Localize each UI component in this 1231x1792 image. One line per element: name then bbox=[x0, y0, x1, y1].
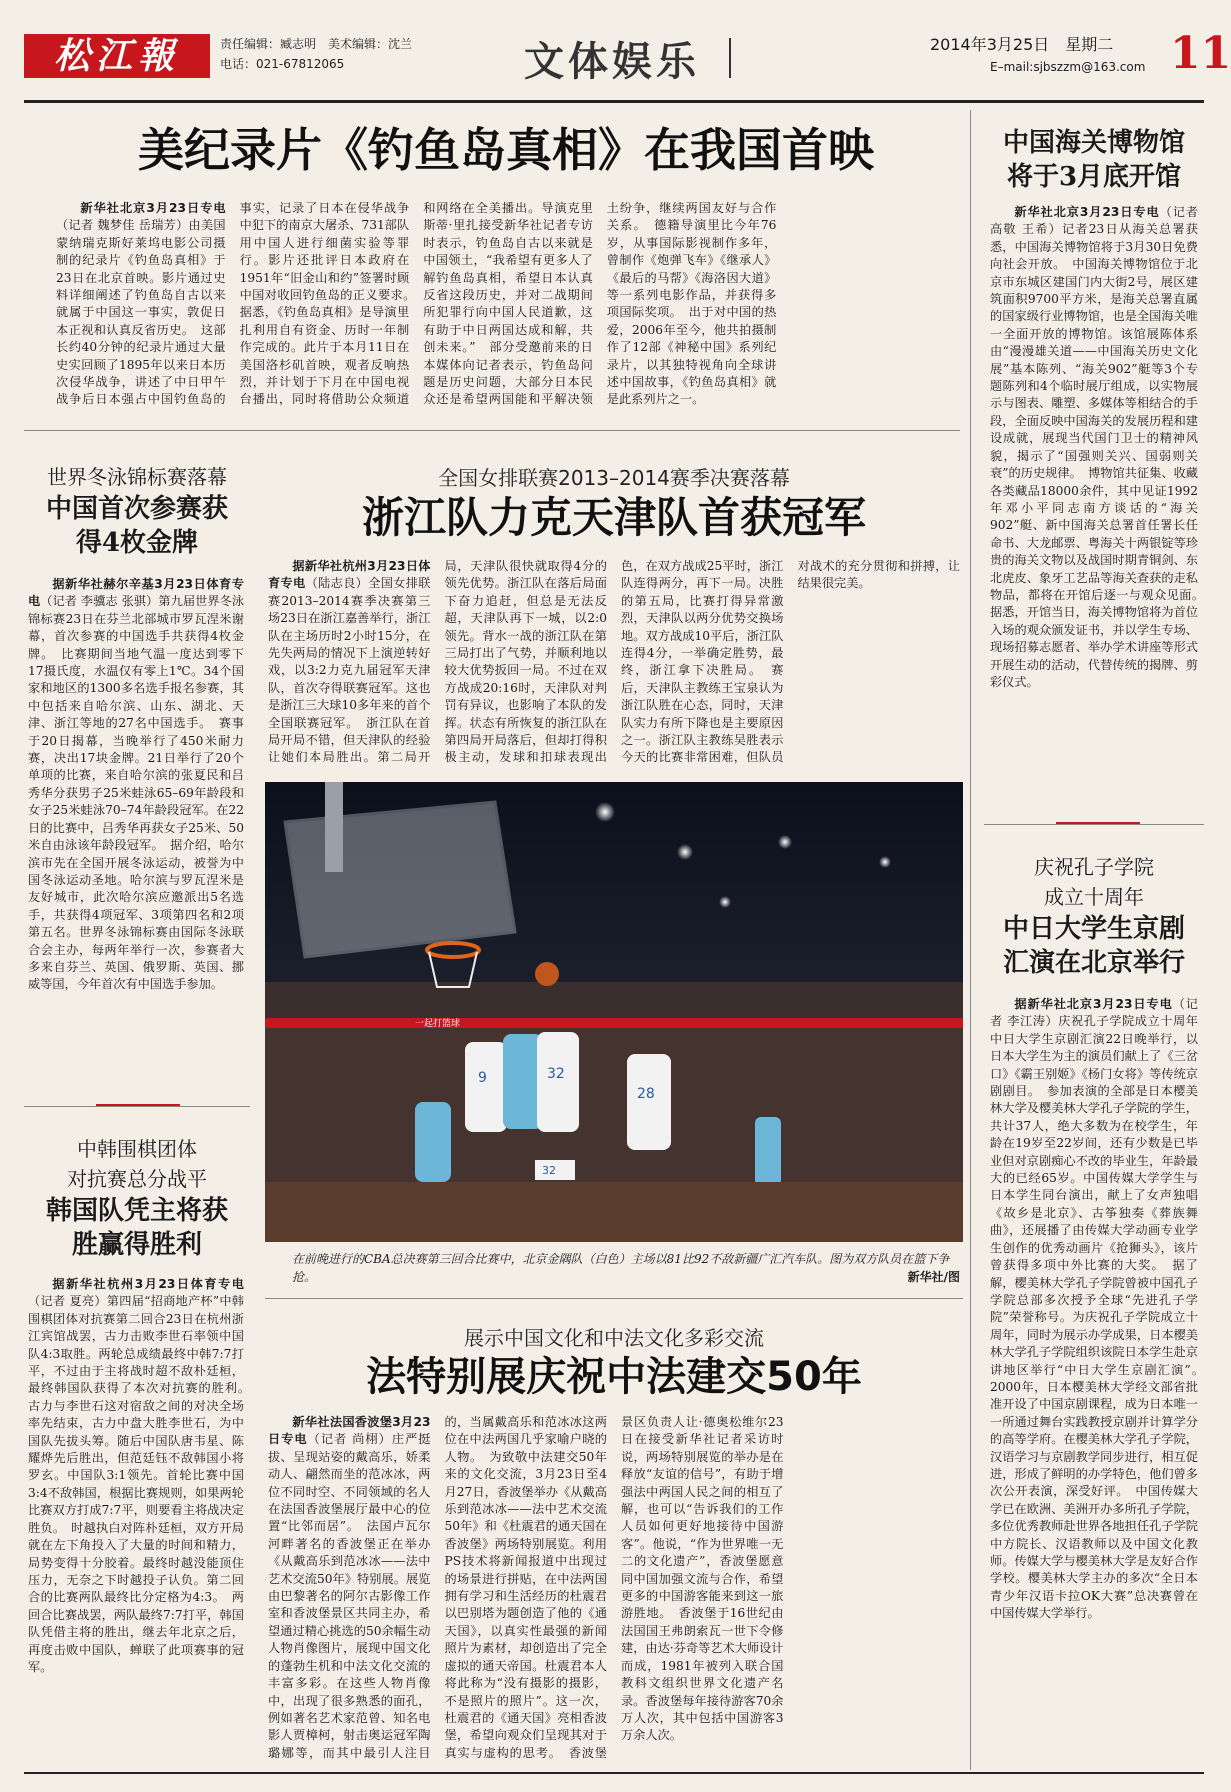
contact-email: E–mail:sjbszzm@163.com bbox=[990, 60, 1146, 74]
confucius-body: （记者 李江涛）庆祝孔子学院成立十周年中日大学生京剧汇演22日晚举行，以日本大学生为主的演员们献上了《三岔口》《霸王别姬》《杨门女将》等传统京剧剧目。 参加表演的全部是日本樱美林大学及樱美林大学孔子学院的学生，共计37人，绝大多数为在校学生，年龄在19岁至22岁间，还有少数是已毕业但对京剧痴心不改的毕业生，年龄最大的已经65岁。中国传媒大学学生与日本学生同台演出，献上了女声独唱《故乡是北京》、古筝独奏《葬族舞曲》，还展播了由传媒大学动画专业学生创作的优秀动画片《抢狮头》，该片曾获得多项中外比赛的大奖。 据了解，樱美林大学孔子学院曾被中国孔子学院总部多次授予全球“先进孔子学院”荣誉称号。为庆祝孔子学院成立十周年，同时为展示办学成果，日本樱美林大学孔子学院组织该院日本学生赴京讲地区举行“中日大学生京剧汇演”。 2000年，日本樱美林大学经文部省批准开设了中国京剧课程，成为日本唯一一所通过舞台实践教授京剧并计算学分的高等学府。在樱美林大学孔子学院，汉语学习与京剧教学同步进行，相互促进，形成了鲜明的办学特色，他们曾多次公开表演，深受好评。 中国传媒大学已在欧洲、美洲开办多所孔子学院，多位优秀教师赴世界各地担任孔子学院中方院长、汉语教师以及中国文化教师。传媒大学与樱美林大学是友好合作学校。樱美林大学主办的多次“全日本青少年汉语卡拉OK大赛”总决赛曾在中国传媒大学举行。 bbox=[990, 997, 1211, 1621]
lead-body: （记者 魏梦佳 岳瑞芳）由美国蒙纳瑞克斯好莱坞电影公司摄制的纪录片《钓鱼岛真相》于23日在北京首映。影片通过史料详细阐述了钓鱼岛自古以来就属于中国这一事实，敦促日本正视和认真反省历史。 这部长约40分钟的纪录片通过大量史实回顾了1895年以来日本历次侵华战争，讲述了中日甲午战争后日本强占中国钓鱼岛的事实，记录了日本在侵华战争中犯下的南京大屠杀、731部队用中国人进行细菌实验等罪行。影片还批评日本政府在1951年“旧金山和约”签署时顾中国对收回钓鱼岛的正义要求。 据悉，《钓鱼岛真相》是导演里扎利用自有资金、历时一年制作完成的。此片于本月11日在美国洛杉矶首映，观者反响热烈，并计划于下月在中国电视台播出，同时将借助公众频道和网络在全美播出。导演克里斯蒂·里扎接受新华社记者专访时表示，钓鱼岛自古以来就是中国领土，“我希望有更多人了解钓鱼岛真相，希望日本认真反省这段历史，并对二战期间所犯罪行向中国人民道歉，这有助于中日两国达成和解，共创未来。” 部分受邀前来的日本媒体向记者表示，钓鱼岛问题是历史问题，大部分日本民众还是希望两国能和平解决领土纷争，继续两国友好与合作关系。 德籍导演里比今年76岁，从事国际影视制作多年，曾制作《炮弹飞车》《继承人》《最后的马帮》《海洛因大道》等一系列电影作品，并获得多项国际奖项。 出于对中国的热爱，2006年至今，他共拍摄制作了12部《神秘中国》系列纪录片，以其独特视角向全球讲述中国故事，《钓鱼岛真相》就是此系列片之一。 bbox=[56, 201, 777, 407]
go-body: （记者 夏亮）第四届“招商地产杯”中韩围棋团体对抗赛第二回合23日在杭州浙江宾馆战罢，古力击败李世石率领中国队4:3取胜。两轮总成绩最终中韩7:7打平，不过由于主将战时超不敌朴廷桓，最终韩国队获得了本次对抗赛的胜利。 古力与李世石这对宿敌之间的对决全场率先结束，古力中盘大胜李世石，为中国队先拔头筹。随后中国队唐韦星、陈耀烨先后胜出，但范廷钰不敌韩国小将罗玄。中国队3:1领先。首轮比赛中国3:4不敌韩国，根据比赛规则，如果两轮比赛双方打成7:7平，则要看主将战决定胜负。 时越执白对阵朴廷桓，双方开局就在左下角投入了大量的时间和精力，局势变得十分胶着。最终时越没能顶住压力，无奈之下时越投子认负。第二回合的比赛两队最终比分定格为4:3。 两回合比赛战罢，两队最终7:7打平，韩国队凭借主将的胜出，继去年北京之后，再度击败中国队，蝉联了此项赛事的冠军。 bbox=[28, 1294, 257, 1674]
winter-kicker: 世界冬泳锦标赛落幕 bbox=[47, 465, 227, 489]
confucius-article bbox=[990, 996, 1211, 1766]
lead-rule bbox=[24, 430, 960, 431]
confucius-headline: 中日大学生京剧汇演在北京举行 bbox=[1002, 914, 1185, 978]
basketball-photo bbox=[265, 782, 963, 1242]
editors-line: 责任编辑：臧志明 美术编辑：沈兰 bbox=[220, 37, 413, 51]
bottom-rule bbox=[24, 1772, 1204, 1774]
ad-banner-text: 一起打篮球 bbox=[415, 1019, 461, 1029]
france-kicker: 展示中国文化和中法文化多彩交流 bbox=[464, 1326, 764, 1350]
photo-credit: 新华社/图 bbox=[907, 1270, 960, 1284]
go-headline: 韩国队凭主将获胜赢得胜利 bbox=[45, 1196, 228, 1260]
volleyball-article bbox=[268, 558, 960, 770]
court-floor bbox=[265, 1182, 963, 1242]
confucius-kicker1: 庆祝孔子学院 bbox=[1034, 855, 1154, 879]
museum-body: （记者 高敬 王希）记者23日从海关总署获悉，中国海关博物馆将于3月30日免费向社会开放。 中国海关博物馆位于北京市东城区建国门内大街2号，展区建筑面积9700平方米，是海关总署直属的国家级行业博物馆，也是全国海关唯一全面开放的博物馆。该馆展陈体系由“漫漫雄关道——中国海关历史文化展”基本陈列、“海关902”艇等3个专题陈列和4个临时展厅组成，以实物展示与图表、雕塑、多媒体等相结合的手段，全面反映中国海关的发展历程和建设成就，展现当代国门卫士的精神风貌，揭示了“国强则关兴、国弱则关衰”的历史规律。 博物馆共征集、收藏各类藏品18000余件，其中见证1992年邓小平同志南方谈话的“海关902”艇、新中国海关总署首任署长任命书、大龙邮票、粤海关十两银锭等珍贵的海关文物以及战国时期青铜剑、东北虎皮、象牙工艺品等海关查获的走私物品，都将在开馆后逐一与观众见面。 据悉，开馆当日，海关博物馆将为首位入场的观众颁发证书，并以学生专场、现场招募志愿者、举办学术讲座等形式开展生动的活动，代替传统的揭牌、剪彩仪式。 bbox=[990, 205, 1211, 689]
masthead bbox=[24, 28, 1231, 94]
hoop-rim bbox=[427, 943, 479, 957]
arena-light bbox=[778, 835, 792, 849]
photo-rule bbox=[265, 1298, 963, 1299]
basketball bbox=[535, 962, 559, 986]
go-article bbox=[28, 1276, 257, 1766]
volleyball-headline: 浙江队力克天津队首获冠军 bbox=[361, 493, 866, 542]
winter-body: （记者 李骥志 张骐）第九届世界冬泳锦标赛23日在芬兰北部城市罗瓦涅米谢幕，首次参赛的中国选手共获得4枚金牌。 比赛期间当地气温一度达到零下17摄氏度，水温仅有零上1℃。34个国家和地区的1300多名选手报名参赛，其中包括来自哈尔滨、山东、湖北、天津、浙江等地的27名中国选手。 赛事于20日揭幕，当晚举行了450米耐力赛，决出17块金牌。21日举行了20个单项的比赛，来自哈尔滨的张夏民和吕秀华分获男子25米蛙泳65–69年龄段和女子25米蛙泳70–74年龄段冠军。在22日的比赛中，吕秀华再获女子25米、50米自由泳该年龄段冠军。 据介绍，哈尔滨市先在全国开展冬泳运动，被誉为中国冬泳运动圣地。哈尔滨与罗瓦涅米是友好城市，此次哈尔滨应邀派出5名选手，共获得4项冠军、3项第四名和2项第五名。世界冬泳锦标赛由国际冬泳联合会主办，每两年举行一次，参赛者大多来自芬兰、英国、俄罗斯、英国、挪威等国，今年首次有中国选手参加。 bbox=[28, 594, 245, 992]
jersey-number: 9 bbox=[478, 1070, 487, 1086]
museum-dateline: 新华社北京3月23日专电 bbox=[1014, 205, 1160, 219]
france-body: （记者 尚栩）庄严挺拔、呈现站姿的戴高乐，娇柔动人、翩然而坐的范冰冰，两位不同时空、不同领域的名人在法国香波堡展厅最中心的位置“比邻而居”。 法国卢瓦尔河畔著名的香波堡正在举办《从戴高乐到范冰冰——法中艺术交流50年》特别展。展览由巴黎著名的阿尔古影像工作室和香波堡景区共同主办，希望通过精心挑选的50余幅生动人物肖像图片，展现中国文化的蓬勃生机和中法文化交流的丰富多彩。在这些人物肖像中，出现了很多熟悉的面孔，例如著名艺术家范曾、知名电影人贾樟柯，射击奥运冠军陶璐娜等，而其中最引人注目的，当属戴高乐和范冰冰这两位在中法两国几乎家喻户晓的人物。 为致敬中法建交50年来的文化交流，3月23日至4月27日，香波堡举办《从戴高乐到范冰冰——法中艺术交流50年》和《杜震君的通天国在香波堡》两场特别展览。利用PS技术将新闻报道中出现过的场景进行拼贴，在中法两国拥有学习和生活经历的杜震君以巴别塔为题创造了他的《通天国》，以真实性最强的新闻照片为素材，却创造出了完全虚拟的通天帝国。杜震君本人将此称为“没有摄影的摄影，不是照片的照片”。这一次，杜震君的《通天国》亮相香波堡，希望向观众们呈现其对于真实与虚构的思考。 香波堡景区负责人让·德奥松维尔23日在接受新华社记者采访时说，两场特别展览的举办是在释放“友谊的信号”，有助于增强法中两国人民之间的相互了解，也可以“告诉我们的工作人员如何更好地接待中国游客”。他说，“作为世界唯一无二的文化遗产”，香波堡愿意同中国加强文流与合作，希望更多的中国游客能来到这一旅游胜地。 香波堡于16世纪由法国国王弗朗索瓦一世下令修建，由达·芬奇等艺术大师设计而成，1981年被列入联合国教科文组织世界文化遗产名录。香波堡每年接待游客70余万人次，其中包括中国游客3万余人次。 bbox=[268, 1415, 784, 1760]
backboard bbox=[285, 802, 515, 957]
confucius-kicker2: 成立十周年 bbox=[1044, 885, 1144, 909]
confucius-title bbox=[984, 852, 1204, 980]
winter-rule bbox=[24, 1106, 250, 1107]
go-kicker1: 中韩围棋团体 bbox=[77, 1137, 197, 1161]
france-article bbox=[268, 1414, 960, 1766]
winter-dateline: 据新华社赫尔辛基3月23日体育专电 bbox=[28, 577, 244, 609]
museum-title bbox=[984, 126, 1204, 194]
basketball-scene bbox=[265, 782, 963, 1242]
jersey-number: 28 bbox=[637, 1086, 655, 1102]
jersey-number: 32 bbox=[542, 1164, 556, 1177]
editor-info bbox=[220, 34, 412, 74]
volleyball-body: （陆志良）全国女排联赛2013–2014赛季决赛第三场23日在浙江嘉善举行，浙江队在主场历时2小时15分，在先失两局的情况下上演逆转好戏，以3:2力克九届冠军天津队，首次夺得联赛冠军。这也是浙江三大球10多年来的首个全国联赛冠军。 浙江队在首局开局不错，但天津队的经验让她们本局胜出。第二局开局，天津队很快就取得4分的领先优势。浙江队在落后局面下奋力追赶，但总是无法反超，天津队再下一城，以2:0领先。背水一战的浙江队在第三局打出了气势，并顺利地以较大优势扳回一局。不过在双方战成20:16时，天津队对判罚有异议，也影响了本队的发挥。状态有所恢复的浙江队在第四局开局落后，但却打得积极主动，发球和扣球表现出色，在双方战成25平时，浙江队连得两分，再下一局。决胜的第五局，比赛打得异常激烈，天津队以两分优势交换场地。双方战成10平后，浙江队连得4分，一举确定胜势，最终，浙江拿下决胜局。 赛后，天津队主教练王宝泉认为浙江队胜在心态，同时，天津队实力有所下降也是主要原因之一。浙江队主教练吴胜表示今天的比赛非常困难，但队员对战术的充分贯彻和拼搏，让结果很完美。 bbox=[268, 559, 960, 765]
go-dateline: 据新华社杭州3月23日体育专电 bbox=[52, 1277, 244, 1291]
confucius-dateline: 据新华社北京3月23日专电 bbox=[1014, 997, 1173, 1011]
player-blue bbox=[415, 1102, 451, 1182]
jersey-number: 32 bbox=[547, 1066, 565, 1082]
museum-article bbox=[990, 204, 1211, 816]
lead-headline: 美纪录片《钓鱼岛真相》在我国首映 bbox=[138, 123, 874, 177]
section-divider bbox=[729, 38, 731, 78]
arena-light bbox=[879, 856, 891, 868]
hoop-support bbox=[325, 782, 343, 872]
museum-rule bbox=[984, 824, 1204, 825]
ad-ribbon bbox=[265, 1018, 963, 1028]
column-divider bbox=[970, 110, 971, 1770]
lead-article bbox=[56, 200, 960, 420]
page-number: 11 bbox=[1170, 28, 1231, 79]
go-kicker2: 对抗赛总分战平 bbox=[67, 1167, 207, 1191]
volleyball-kicker: 全国女排联赛2013–2014赛季决赛落幕 bbox=[438, 466, 790, 490]
volleyball-dateline: 据新华社杭州3月23日体育专电 bbox=[268, 559, 431, 591]
phone-line: 电话：021-67812065 bbox=[220, 57, 345, 71]
player-blue bbox=[755, 1117, 781, 1187]
arena-light bbox=[595, 802, 615, 822]
museum-kicker: 中国海关博物馆 bbox=[1002, 128, 1185, 158]
player-white bbox=[465, 1042, 507, 1132]
newspaper-logo: 松江報 bbox=[24, 34, 210, 78]
winter-title bbox=[24, 462, 250, 560]
go-title bbox=[24, 1134, 250, 1262]
lead-dateline: 新华社北京3月23日专电 bbox=[80, 201, 226, 215]
section-title: 文体娱乐 bbox=[524, 39, 700, 85]
france-dateline: 新华社法国香波堡3月23日专电 bbox=[268, 1415, 431, 1447]
arena-light bbox=[677, 844, 693, 860]
france-headline: 法特别展庆祝中法建交50年 bbox=[366, 1354, 862, 1400]
winter-headline: 中国首次参赛获得4枚金牌 bbox=[45, 494, 228, 558]
photo-caption: 在前晚进行的CBA总决赛第三回合比赛中，北京金隅队（白色）主场以81比92不敌新疆广汇汽车队。图为双方队员在篮下争抢。 bbox=[292, 1252, 950, 1284]
winter-article bbox=[28, 576, 244, 1090]
player-white bbox=[627, 1054, 671, 1150]
issue-date: 2014年3月25日 星期二 bbox=[930, 35, 1114, 54]
top-rule bbox=[24, 100, 1204, 103]
arena-light bbox=[719, 896, 731, 908]
museum-headline: 将于3月底开馆 bbox=[1006, 162, 1182, 192]
player-white bbox=[537, 1032, 579, 1132]
